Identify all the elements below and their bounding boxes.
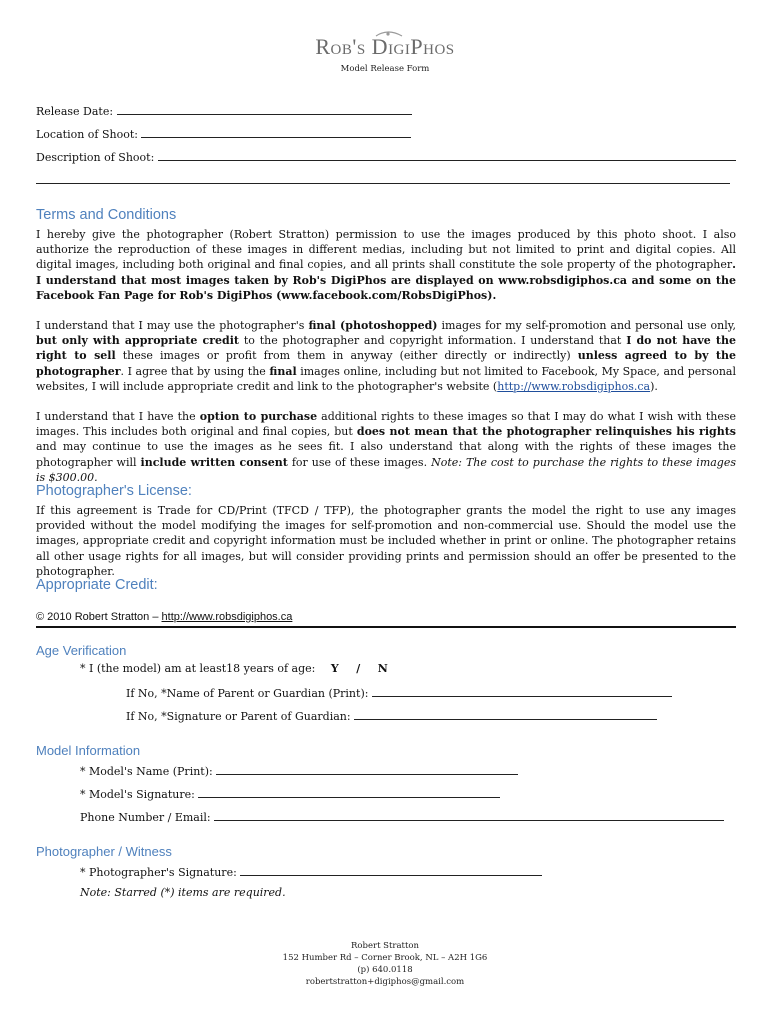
terms-heading: Terms and Conditions <box>36 207 177 223</box>
footer-name: Robert Stratton <box>351 941 419 951</box>
terms-text: . I agree that by using the <box>120 364 270 378</box>
model-name-label: * Model's Name (Print): <box>80 765 213 778</box>
terms-text: I understand that I may use the photographer's <box>36 319 309 332</box>
terms-text: these images or profit from them in anyway (either directly or indirectly) <box>115 349 578 363</box>
photographer-signature-row <box>80 864 542 879</box>
description-label: Description of Shoot: <box>36 151 155 164</box>
parent-signature-row <box>126 708 657 723</box>
model-signature-row <box>80 786 500 801</box>
release-date-field[interactable] <box>117 103 412 115</box>
age-yes-option[interactable]: Y <box>330 662 339 675</box>
terms-bold-text: I do not have the right to sell <box>36 334 737 363</box>
terms-text: I understand that I have the <box>36 410 200 423</box>
terms-bold-text: . I understand that most images taken by Rob's DigiPhos are displayed on www.robsdigiphos.ca and some on the Facebook Fan Page for Rob's DigiPhos (www.facebook.com/RobsDigiPhos). <box>36 258 736 302</box>
location-label: Location of Shoot: <box>36 128 138 141</box>
parent-signature-label: If No, *Signature or Parent of Guardian: <box>126 710 351 723</box>
parent-signature-field[interactable] <box>354 708 657 720</box>
terms-bold-text: option to purchase <box>199 410 318 423</box>
age-question: * I (the model) am at least18 years of age: <box>80 662 316 675</box>
terms-paragraph-2 <box>36 318 736 394</box>
model-name-row <box>80 763 518 778</box>
age-option-separator: / <box>356 662 361 675</box>
parent-name-label: If No, *Name of Parent or Guardian (Print): <box>126 687 369 700</box>
parent-name-row <box>126 685 672 700</box>
phone-email-row <box>80 809 724 824</box>
terms-text: to the photographer and copyright information. I understand that <box>239 334 627 348</box>
credit-text: © 2010 Robert Stratton – <box>36 611 162 623</box>
terms-bold-text: unless agreed to by the photographer <box>36 349 737 378</box>
terms-text: images online, including but not limited to Facebook, My Space, and personal websites, I will include appropriate credit and link to the photographer's website ( <box>36 364 736 393</box>
credit-line <box>36 611 292 623</box>
credit-heading: Appropriate Credit: <box>36 577 158 593</box>
phone-email-label: Phone Number / Email: <box>80 811 211 824</box>
photographer-witness-heading: Photographer / Witness <box>36 844 172 859</box>
description-row <box>36 149 736 164</box>
model-signature-field[interactable] <box>198 786 500 798</box>
description-field[interactable] <box>158 149 736 161</box>
form-title: Model Release Form <box>340 64 430 74</box>
terms-paragraph-1 <box>36 227 736 303</box>
credit-link[interactable]: http://www.robsdigiphos.ca <box>161 611 293 623</box>
location-field[interactable] <box>141 126 411 138</box>
phone-email-field[interactable] <box>214 809 724 821</box>
description-row-2 <box>36 172 730 187</box>
terms-bold-text: final <box>269 364 297 378</box>
age-no-option[interactable]: N <box>377 662 388 675</box>
website-link[interactable]: http://www.robsdigiphos.ca <box>497 379 651 393</box>
terms-text: I hereby give the photographer (Robert Stratton) permission to use the images produced by this photo shoot. I also authorize the reproduction of these images in different medias, including but not limited to print and digital copies. All digital images, including both original and final copies, and all prints shall constitute the sole property of the photographer <box>36 228 736 272</box>
terms-text: images for my self-promotion and personal use only, <box>437 319 736 332</box>
release-date-row <box>36 103 412 118</box>
footer-email[interactable]: robertstratton+digiphos@gmail.com <box>305 977 465 987</box>
footer-address: 152 Humber Rd – Corner Brook, NL – A2H 1G6 <box>282 953 488 963</box>
footer-phone: (p) 640.0118 <box>357 965 413 975</box>
terms-text: ). <box>650 379 658 393</box>
age-verification-heading: Age Verification <box>36 643 127 658</box>
model-signature-label: * Model's Signature: <box>80 788 195 801</box>
footer <box>0 940 770 988</box>
terms-bold-text: include written consent <box>140 455 288 469</box>
location-row <box>36 126 411 141</box>
terms-paragraph-3 <box>36 409 736 485</box>
terms-bold-text: but only with appropriate credit <box>36 334 240 348</box>
description-field-line-2[interactable] <box>36 172 730 184</box>
section-divider <box>36 626 736 628</box>
release-date-label: Release Date: <box>36 105 114 118</box>
terms-bold-text: does not mean that the photographer relinquishes his rights <box>356 425 736 439</box>
logo: Rob's DigiPhos <box>315 34 455 59</box>
photographer-signature-field[interactable] <box>240 864 542 876</box>
license-heading: Photographer's License: <box>36 483 192 499</box>
terms-text: for use of these images. <box>287 455 432 469</box>
purchase-cost-note: Note: The cost to purchase the rights to these images is $300.00. <box>36 455 737 484</box>
terms-text: and may continue to use the images as he sees fit. I also understand that along with the rights of these images the photographer will <box>36 440 736 469</box>
model-name-field[interactable] <box>216 763 518 775</box>
age-question-row <box>80 662 388 675</box>
terms-bold-text: final (photoshopped) <box>308 319 438 332</box>
model-information-heading: Model Information <box>36 743 141 758</box>
license-paragraph: If this agreement is Trade for CD/Print (TFCD / TFP), the photographer grants the model the right to use any images provided without the model modifying the images for self-promotion and non-commercial use. Should the model use the images, appropriate credit and copyright information must be included whether in print or online. The photographer retains all other usage rights for all images, but will consider providing prints and permission should an offer be presented to the photographer. <box>36 504 736 578</box>
terms-text: additional rights to these images so that I may do what I wish with these images. This includes both original and final copies, but <box>36 410 737 439</box>
parent-name-field[interactable] <box>372 685 672 697</box>
photographer-signature-label: * Photographer's Signature: <box>80 866 237 879</box>
required-note: Note: Starred (*) items are required. <box>80 886 286 899</box>
